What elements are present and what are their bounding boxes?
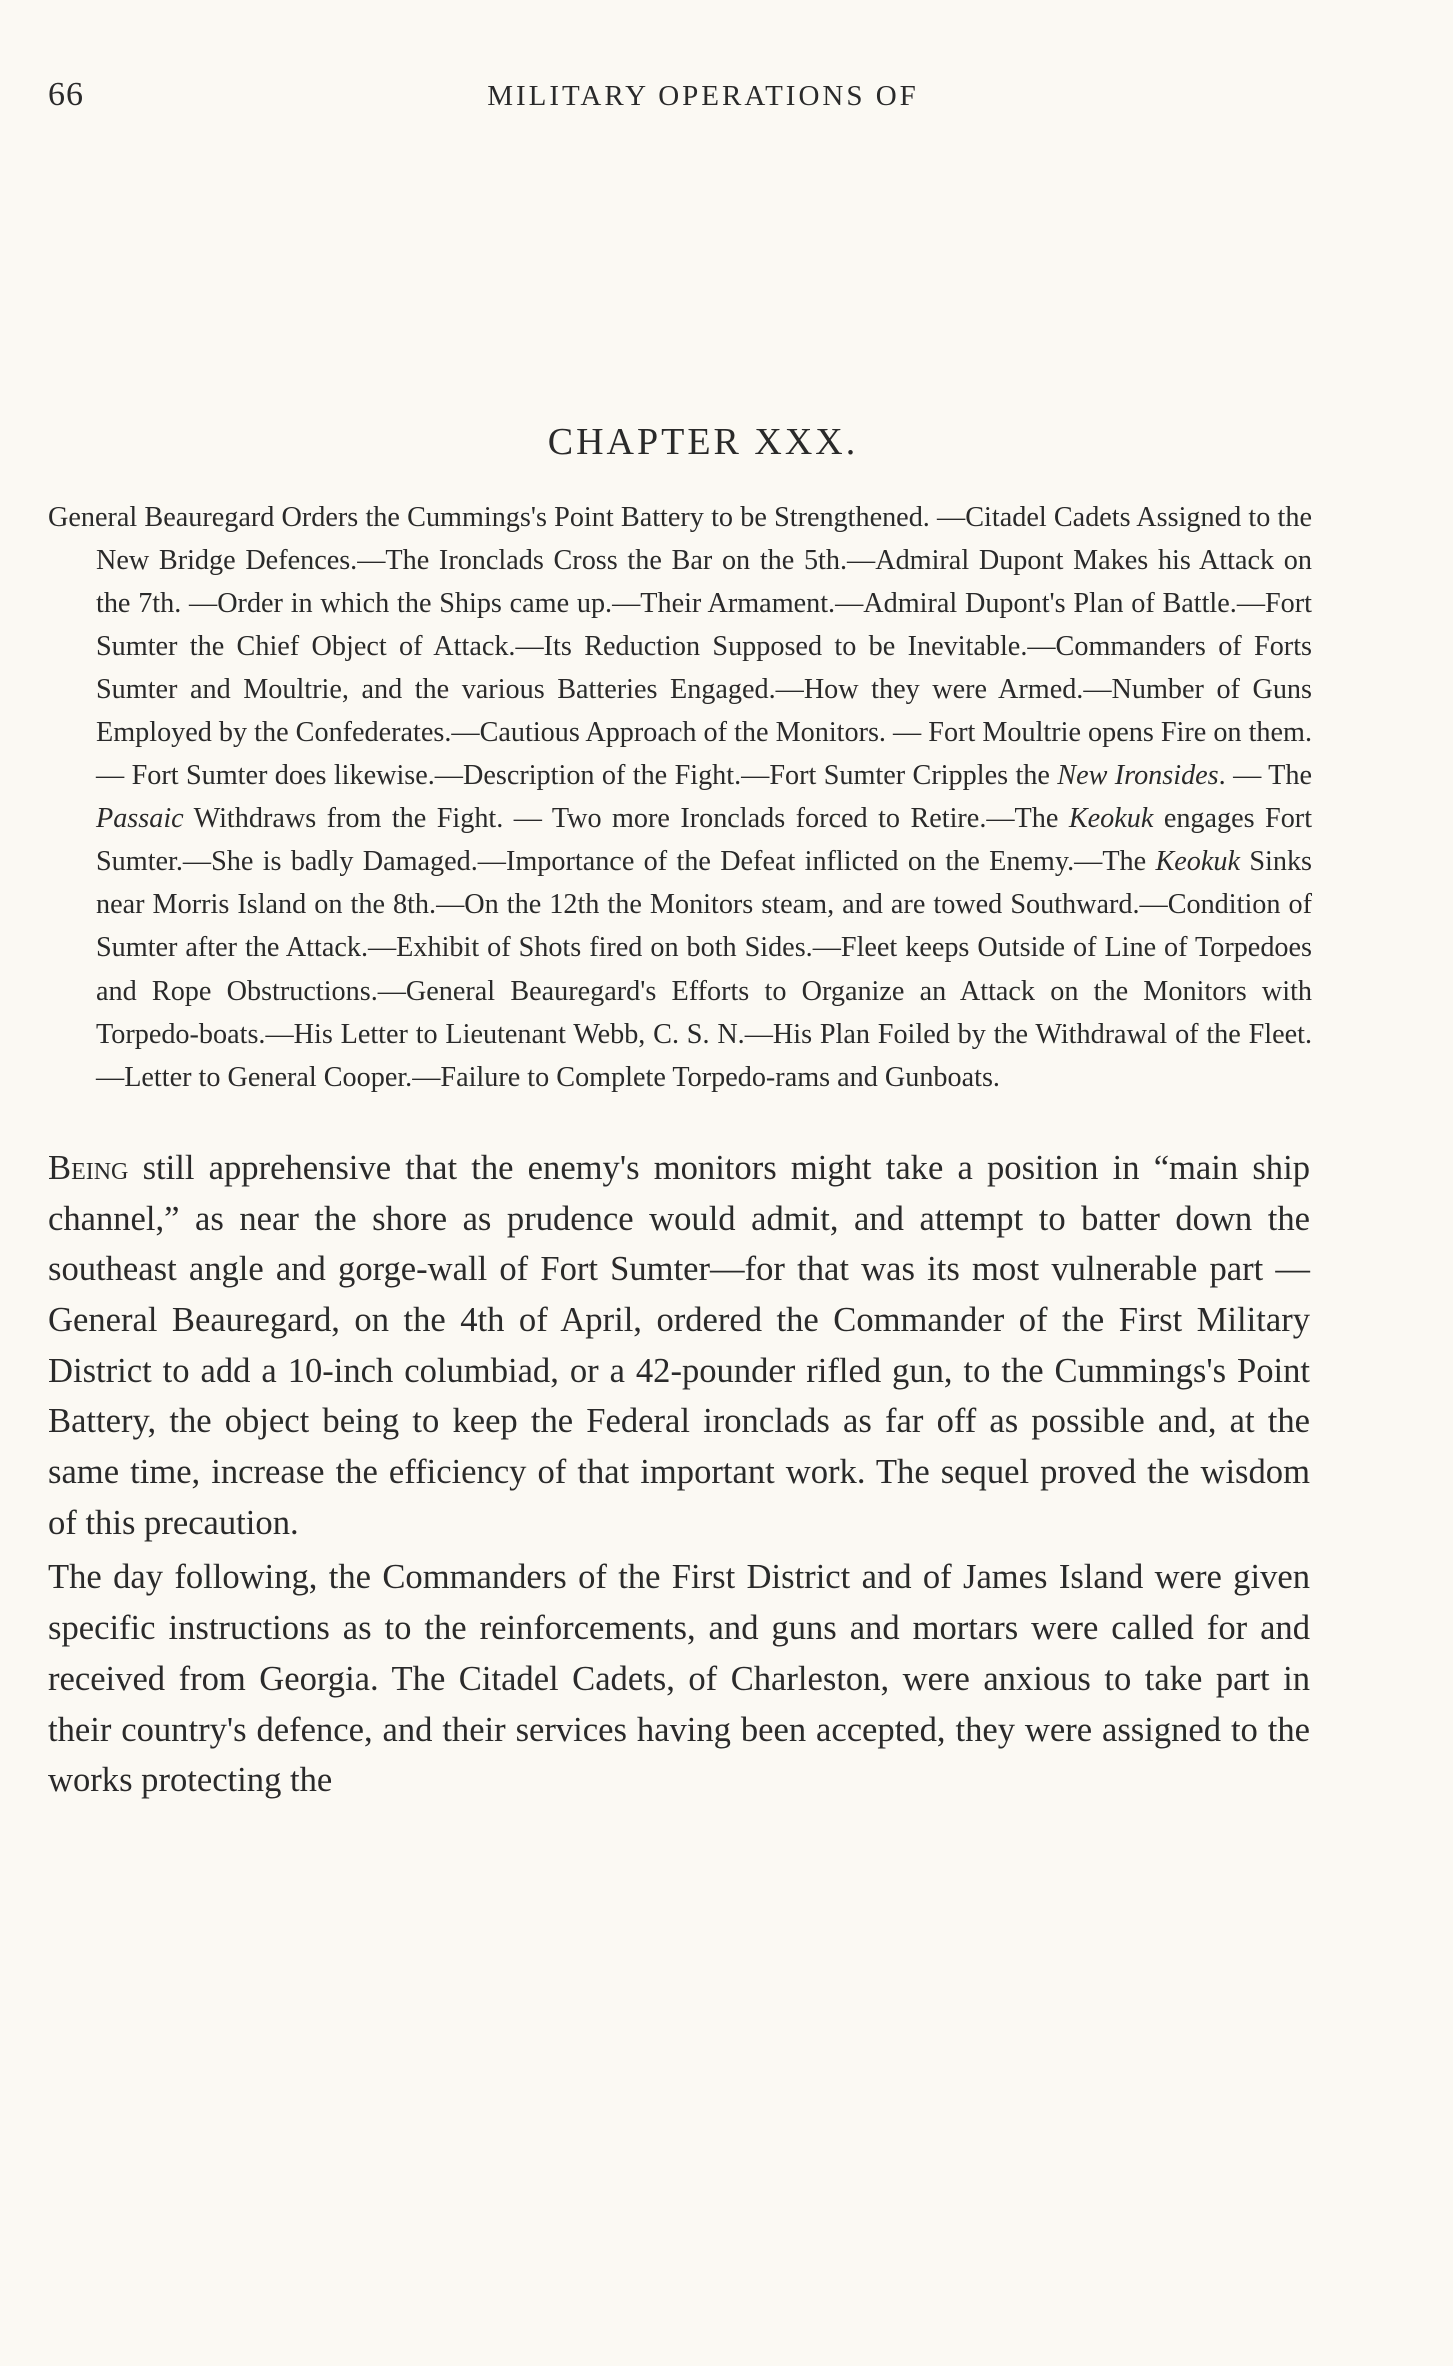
page-number: 66: [48, 76, 84, 113]
summary-text: . — The: [1218, 760, 1312, 792]
paragraph-text: still apprehensive that the enemy's monitors might take a position in “main ship channel,” as near the shore as prudence would admit, and attempt to batter down the southeast angle and gorge-wall of Fort Sumter—for that was its most vulnerable part —General Beauregard, on the 4th of April, ordered the Commander of the First Military District to add a 10-inch columbiad, or a 42-pounder rifled gun, to the Cummings's Point Battery, the object being to keep the Federal ironclads as far off as possible and, at the same time, increase the efficiency of that important work. The sequel proved the wisdom of this precaution.: [48, 1148, 1310, 1542]
summary-text: General Beauregard Orders the Cummings's Point Battery to be Strengthened. —Citadel Cadets Assigned to the New Bridge Defences.—The Ironclads Cross the Bar on the 5th.—Admiral Dupont Makes his Attack on the 7th. —Order in which the Ships came up.—Their Armament.—Admiral Dupont's Plan of Battle.—Fort Sumter the Chief Object of Attack.—Its Reduction Supposed to be Inevitable.—Commanders of Forts Sumter and Moultrie, and the various Batteries Engaged.—How they were Armed.—Number of Guns Employed by the Confederates.—Cautious Approach of the Monitors. — Fort Moultrie opens Fire on them. — Fort Sumter does likewise.—Description of the Fight.—Fort Sumter Cripples the: [48, 501, 1312, 792]
chapter-summary: [48, 496, 1312, 1099]
body-text: [48, 1143, 1310, 1806]
summary-text: Sinks near Morris Island on the 8th.—On the 12th the Monitors steam, and are towed Southward.—Condition of Sumter after the Attack.—Exhibit of Shots fired on both Sides.—Fleet keeps Outside of Line of Torpedoes and Rope Obstructions.—General Beauregard's Efforts to Organize an Attack on the Monitors with Torpedo-boats.—His Letter to Lieutenant Webb, C. S. N.—His Plan Foiled by the Withdrawal of the Fleet.—Letter to General Cooper.—Failure to Complete Torpedo-rams and Gunboats.: [96, 846, 1313, 1093]
summary-ship-name: Passaic: [96, 803, 184, 835]
paragraph-1: [48, 1143, 1310, 1549]
chapter-heading: CHAPTER XXX.: [547, 421, 859, 463]
paragraph-2: The day following, the Commanders of the First District and of James Island were given specific instructions as to the reinforcements, and guns and mortars were called for and received from Georgia. The Citadel Cadets, of Charleston, were anxious to take part in their country's defence, and their services having been accepted, they were assigned to the works protecting the: [48, 1558, 1310, 1800]
running-head: [48, 72, 1310, 122]
summary-text: engages Fort Sumter.—She is badly Damaged.—Importance of the Defeat inflicted on the Enemy.—The: [96, 803, 1313, 878]
summary-text: Withdraws from the Fight. — Two more Ironclads forced to Retire.—The: [193, 803, 1059, 835]
summary-ship-name: Keokuk: [1155, 846, 1241, 878]
summary-ship-name: Keokuk: [1068, 803, 1154, 835]
page: [48, 72, 1313, 1806]
running-title: MILITARY OPERATIONS OF: [487, 80, 919, 112]
paragraph-lead-word: Being: [48, 1148, 129, 1187]
summary-ship-name: New Ironsides: [1057, 760, 1219, 792]
